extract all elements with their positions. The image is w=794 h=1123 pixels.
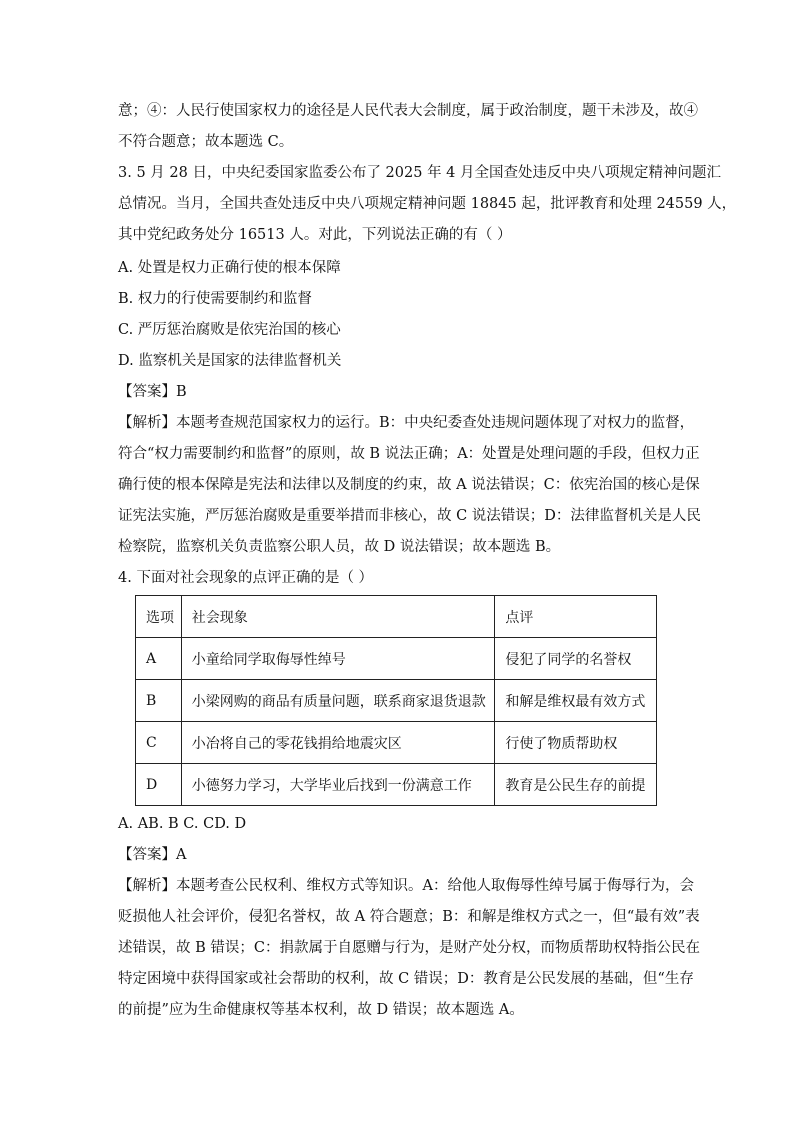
table-cell: A [136, 638, 182, 680]
table-cell: C [136, 722, 182, 764]
analysis-text: 贬损他人社会评价，侵犯名誉权，故 A 符合题意；B：和解是维权方式之一，但“最有效”表 [118, 909, 700, 925]
option-b: B. 权力的行使需要制约和监督 [118, 291, 312, 307]
analysis-text: 的前提”应为生命健康权等基本权利，故 D 错误；故本题选 A。 [118, 1002, 524, 1018]
table-row [136, 722, 657, 764]
option-d: D. 监察机关是国家的法律监督机关 [118, 353, 342, 369]
answer-label: 【答案】B [118, 384, 187, 400]
question-4-stem: 4. 下面对社会现象的点评正确的是（ ） [118, 570, 374, 586]
options-table [135, 595, 657, 806]
answer-label: 【答案】A [118, 847, 187, 863]
table-cell: 侵犯了同学的名誉权 [495, 638, 657, 680]
question-3-stem: 3. 5 月 28 日，中央纪委国家监委公布了 2025 年 4 月全国查处违反中央八项规定精神问题汇 [118, 165, 722, 181]
table-cell: D [136, 764, 182, 806]
table-header-cell: 选项 [136, 596, 182, 638]
table-cell: 小梁网购的商品有质量问题，联系商家退货退款 [181, 680, 495, 722]
table-cell: 小德努力学习，大学毕业后找到一份满意工作 [181, 764, 495, 806]
analysis-text: 符合“权力需要制约和监督”的原则，故 B 说法正确；A：处置是处理问题的手段，但权力正 [118, 446, 700, 462]
question-3-stem: 总情况。当月，全国共查处违反中央八项规定精神问题 18845 起，批评教育和处理 24559 人， [118, 196, 737, 212]
text-line: 意；④：人民行使国家权力的途径是人民代表大会制度，属于政治制度，题干未涉及，故④ [118, 103, 698, 119]
analysis-text: 【解析】本题考查规范国家权力的运行。B：中央纪委查处违规问题体现了对权力的监督， [118, 415, 695, 431]
analysis-text: 确行使的根本保障是宪法和法律以及制度的约束，故 A 说法错误；C：依宪治国的核心是保 [118, 477, 700, 493]
table-header-cell: 社会现象 [181, 596, 495, 638]
option-list: A. AB. B C. CD. D [118, 816, 247, 832]
table-cell: 教育是公民生存的前提 [495, 764, 657, 806]
table-header-cell: 点评 [495, 596, 657, 638]
table-cell: 行使了物质帮助权 [495, 722, 657, 764]
table-header-row [136, 596, 657, 638]
table-row [136, 680, 657, 722]
table-row [136, 638, 657, 680]
table-cell: 小冶将自己的零花钱捐给地震灾区 [181, 722, 495, 764]
analysis-text: 述错误，故 B 错误；C：捐款属于自愿赠与行为，是财产处分权，而物质帮助权特指公民在 [118, 940, 700, 956]
analysis-text: 特定困境中获得国家或社会帮助的权利，故 C 错误；D：教育是公民发展的基础，但“生存 [118, 971, 694, 987]
text-line: 不符合题意；故本题选 C。 [118, 134, 294, 150]
table-cell: B [136, 680, 182, 722]
option-c: C. 严厉惩治腐败是依宪治国的核心 [118, 322, 341, 338]
analysis-text: 证宪法实施，严厉惩治腐败是重要举措而非核心，故 C 说法错误；D：法律监督机关是人民 [118, 508, 701, 524]
option-a: A. 处置是权力正确行使的根本保障 [118, 260, 341, 276]
analysis-text: 检察院，监察机关负责监察公职人员，故 D 说法错误；故本题选 B。 [118, 539, 561, 555]
question-3-stem: 其中党纪政务处分 16513 人。对此，下列说法正确的有（ ） [118, 227, 512, 243]
table-row [136, 764, 657, 806]
table-cell: 和解是维权最有效方式 [495, 680, 657, 722]
table-cell: 小童给同学取侮辱性绰号 [181, 638, 495, 680]
analysis-text: 【解析】本题考查公民权利、维权方式等知识。A：给他人取侮辱性绰号属于侮辱行为，会 [118, 878, 694, 894]
